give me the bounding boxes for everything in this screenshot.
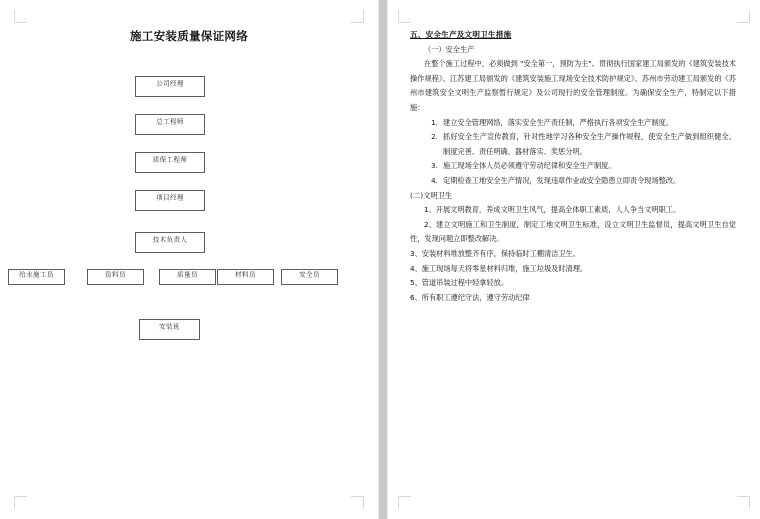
crop-mark-bottom-left bbox=[398, 496, 411, 509]
org-chart-node-label: 技术负责人 bbox=[152, 235, 188, 244]
crop-mark-bottom-right bbox=[351, 496, 364, 509]
org-chart-node bbox=[217, 269, 274, 285]
safety-intro-paragraph: 在整个施工过程中，必须做到 "安全第一，预防为主"。贯彻执行国家建工局颁发的《建筑安装技术操作规程》、江苏建工局颁发的《建筑安装施工现场安全技术防护规定》、苏州市劳动建工局颁发的《苏州市建筑安全文明生产监察暂行规定》及公司现行的安全管理制度。为确保安全生产，特制定以下措施： bbox=[410, 59, 736, 112]
org-chart-node bbox=[135, 232, 205, 253]
list-item: 2. 抓好安全生产宣传教育，针对性地学习各种安全生产操作规程，使安全生产做到组织健全、制度完善、责任明确、器材落实、奖惩分明。 bbox=[440, 130, 736, 159]
safety-measures-list bbox=[410, 116, 736, 189]
org-chart-node bbox=[87, 269, 144, 285]
org-chart-node-label: 项目经理 bbox=[156, 193, 184, 202]
crop-mark-top-right bbox=[351, 10, 364, 23]
list-item: 1、开展文明教育，养成文明卫生风气，提高全体职工素质，人人争当文明职工。 bbox=[424, 205, 681, 215]
list-item: 5、管道吊装过程中轻拿轻放。 bbox=[410, 278, 509, 288]
crop-mark-top-left bbox=[14, 10, 27, 23]
org-chart-node bbox=[135, 152, 205, 173]
list-item: 3. 施工现场全体人员必须遵守劳动纪律和安全生产制度。 bbox=[440, 159, 736, 174]
crop-mark-top-left bbox=[398, 10, 411, 23]
org-chart-node-label: 给水施工员 bbox=[19, 270, 54, 279]
crop-mark-top-right bbox=[737, 10, 750, 23]
list-item: 3、安装材料堆放整齐有序，保持临时工棚清洁卫生。 bbox=[410, 248, 580, 258]
org-chart-node-label: 安装班 bbox=[159, 322, 180, 331]
org-chart-node-label: 材料员 bbox=[235, 270, 256, 279]
org-chart-node-label: 安全员 bbox=[299, 270, 320, 279]
subsection-heading-safety: （一）安全生产 bbox=[424, 44, 475, 54]
org-chart-node-label: 资料员 bbox=[105, 270, 126, 279]
org-chart-title: 施工安装质量保证网络 bbox=[130, 29, 248, 43]
list-item: 1. 建立安全管理网络，落实安全生产责任制，严格执行各项安全生产制度。 bbox=[440, 116, 736, 131]
document-body bbox=[410, 28, 736, 305]
crop-mark-bottom-right bbox=[737, 496, 750, 509]
list-item: 4. 定期检查工地安全生产情况，发现违章作业或安全隐患立即责令现场整改。 bbox=[440, 174, 736, 189]
org-chart-node bbox=[135, 76, 205, 97]
crop-mark-bottom-left bbox=[14, 496, 27, 509]
org-chart-node bbox=[135, 114, 205, 135]
page-gutter bbox=[378, 0, 388, 519]
org-chart-node-label: 质量员 bbox=[177, 270, 198, 279]
subsection-heading-hygiene: (二)文明卫生 bbox=[410, 190, 453, 200]
org-chart-node bbox=[281, 269, 338, 285]
org-chart-node bbox=[135, 190, 205, 211]
org-chart-node bbox=[159, 269, 216, 285]
list-item: 4、施工现场每天将零星材料归堆，施工垃圾及时清理。 bbox=[410, 263, 588, 273]
hygiene-measures-list bbox=[410, 203, 736, 305]
page-right bbox=[388, 0, 760, 519]
list-item: 2、建立文明施工和卫生制度，制定工地文明卫生标准，设立文明卫生监督员，提高文明卫生自觉性，发现问题立即整改解决。 bbox=[410, 219, 736, 244]
list-item: 6、所有职工遵纪守法，遵守劳动纪律 bbox=[410, 292, 530, 302]
page-left bbox=[0, 0, 378, 519]
org-chart-node-label: 质保工程师 bbox=[152, 155, 188, 164]
section-heading: 五、安全生产及文明卫生措施 bbox=[410, 30, 512, 39]
org-chart-node-label: 公司经理 bbox=[156, 79, 184, 88]
org-chart-node bbox=[139, 319, 200, 340]
org-chart-node-label: 总工程师 bbox=[156, 117, 184, 126]
org-chart-node bbox=[8, 269, 65, 285]
